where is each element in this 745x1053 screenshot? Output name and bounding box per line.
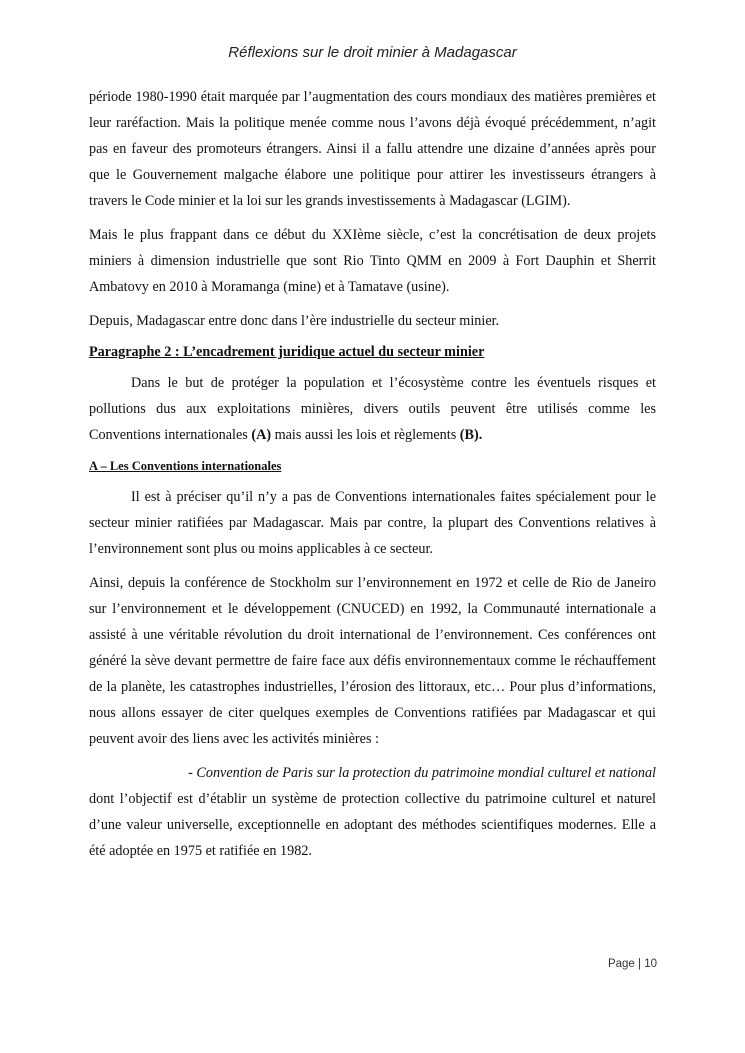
page-content <box>89 84 656 872</box>
paragraph-1: période 1980-1990 était marquée par l’augmentation des cours mondiaux des matières premières et leur raréfaction. Mais la politique menée comme nous l’avons déjà évoqué précédemment, n’agit pas en faveur des promoteurs étrangers. Ainsi il a fallu attendre une dizaine d’années après pour que le Gouvernement malgache élabore une politique pour attirer les investisseurs étrangers à travers le Code minier et la loi sur les grands investissements à Madagascar (LGIM). <box>89 89 656 209</box>
ref-b: (B). <box>459 427 483 443</box>
subsection-heading: A – Les Conventions internationales <box>89 459 282 473</box>
paragraph-4 <box>89 370 656 448</box>
paragraph-5: Il est à préciser qu’il n’y a pas de Conventions internationales faites spécialement pour le secteur minier ratifiées par Madagascar. Mais par contre, la plupart des Conventions relatives à l’environnement sont plus ou moins applicables à ce secteur. <box>89 489 656 557</box>
paragraph-2: Mais le plus frappant dans ce début du XXIème siècle, c’est la concrétisation de deux projets miniers à dimension industrielle que sont Rio Tinto QMM en 2009 à Fort Dauphin et Sherrit Ambatovy en 2010 à Moramanga (mine) et à Tamatave (usine). <box>89 227 656 295</box>
section-heading: Paragraphe 2 : L’encadrement juridique actuel du secteur minier <box>89 344 485 360</box>
ref-a: (A) <box>251 427 272 443</box>
paragraph-3: Depuis, Madagascar entre donc dans l’ère industrielle du secteur minier. <box>89 313 500 329</box>
paragraph-6: Ainsi, depuis la conférence de Stockholm sur l’environnement en 1972 et celle de Rio de Janeiro sur l’environnement et le développement (CNUCED) en 1992, la Communauté internationale a assisté à une véritable révolution du droit international de l’environnement. Ces conférences ont généré la sève devant permettre de faire face aux défis environnementaux comme le réchauffement de la planète, les catastrophes industrielles, l’érosion des littoraux, etc… Pour plus d’informations, nous allons essayer de citer quelques exemples de Conventions ratifiées par Madagascar et qui peuvent avoir des liens avec les activités minières : <box>89 575 656 747</box>
paragraph-7-text: dont l’objectif est d’établir un système de protection collective du patrimoine culturel et naturel d’une valeur universelle, exceptionnelle en adoptant des méthodes scientifiques modernes. Elle a été adoptée en 1975 et ratifiée en 1982. <box>89 791 656 859</box>
convention-title: - Convention de Paris sur la protection du patrimoine mondial culturel et national <box>188 765 656 781</box>
paragraph-4-text: Dans le but de protéger la population et l’écosystème contre les éventuels risques et pollutions dus aux exploitations minières, divers outils peuvent être utilisés comme les Conventions internationales <box>89 375 656 443</box>
running-header: Réflexions sur le droit minier à Madagascar <box>228 44 517 61</box>
paragraph-7 <box>89 760 656 864</box>
paragraph-4-mid: mais aussi les lois et règlements <box>271 427 460 443</box>
page-number: Page | 10 <box>607 958 657 970</box>
